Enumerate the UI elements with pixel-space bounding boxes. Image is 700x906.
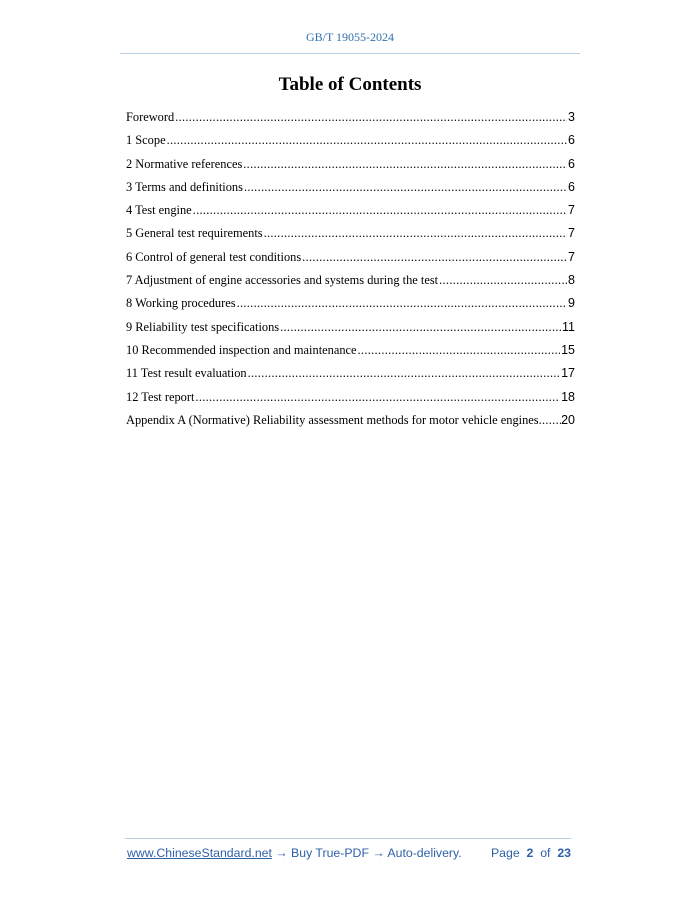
toc-entry-page: 6 <box>568 179 575 194</box>
toc-entry-working-procedures[interactable] <box>126 293 575 316</box>
toc-entry-test-engine[interactable] <box>126 200 575 223</box>
toc-entry-test-report[interactable] <box>126 387 575 410</box>
toc-entry-general-test-requirements[interactable] <box>126 223 575 246</box>
toc-entry-label: 12 Test report <box>126 389 195 404</box>
toc-dot-leader <box>358 340 561 360</box>
toc-entry-recommended-inspection[interactable] <box>126 340 575 363</box>
toc-entry-normative-references[interactable] <box>126 154 575 177</box>
toc-entry-terms-and-definitions[interactable] <box>126 177 575 200</box>
toc-entry-page: 3 <box>568 110 575 124</box>
toc-entry-page: 11 <box>562 319 575 334</box>
toc-dot-leader <box>280 317 561 337</box>
toc-entry-label: 1 Scope <box>126 133 166 148</box>
toc-entry-foreword[interactable] <box>126 107 575 130</box>
toc-entry-page: 20 <box>561 412 575 427</box>
toc-dot-leader <box>193 200 567 220</box>
toc-entry-label: Foreword <box>126 110 175 124</box>
toc-entry-label: 2 Normative references <box>126 156 243 171</box>
toc-dot-leader <box>237 293 567 313</box>
toc-entry-page: 7 <box>568 226 575 241</box>
toc-dot-leader <box>175 107 567 127</box>
footer-promo <box>127 846 462 860</box>
footer-divider <box>125 838 571 839</box>
toc-entry-page: 7 <box>568 203 575 218</box>
toc-entry-label: Appendix A (Normative) Reliability assessment methods for motor vehicle engines <box>126 412 539 427</box>
toc-entry-page: 17 <box>561 366 575 381</box>
toc-dot-leader <box>439 270 567 290</box>
toc-entry-label: 10 Recommended inspection and maintenance <box>126 342 357 357</box>
toc-entry-page: 7 <box>568 249 575 264</box>
toc-entry-label: 11 Test result evaluation <box>126 366 247 381</box>
toc-dot-leader <box>167 130 567 150</box>
document-header <box>0 30 700 45</box>
page-indicator <box>491 846 571 860</box>
toc-entry-page: 6 <box>568 133 575 148</box>
toc-entry-test-result-evaluation[interactable] <box>126 363 575 386</box>
page-word: Page <box>490 846 520 860</box>
toc-entry-label: 5 General test requirements <box>126 226 263 241</box>
toc-entry-control-of-test-conditions[interactable] <box>126 247 575 270</box>
toc-dot-leader <box>243 154 567 174</box>
toc-entry-adjustment-of-accessories[interactable] <box>126 270 575 293</box>
toc-dot-leader <box>302 247 567 267</box>
toc-entry-label: 7 Adjustment of engine accessories and systems during the test <box>126 273 439 288</box>
toc-dot-leader <box>539 410 562 430</box>
toc-entry-reliability-test-specifications[interactable] <box>126 317 575 340</box>
toc-entry-page: 6 <box>568 156 575 171</box>
toc-entry-label: 8 Working procedures <box>126 296 236 311</box>
toc-entry-label: 6 Control of general test conditions <box>126 249 302 264</box>
total-page-count: 23 <box>557 846 571 860</box>
toc-entry-label: 4 Test engine <box>126 203 192 218</box>
toc-entry-label: 3 Terms and definitions <box>126 179 243 194</box>
toc-dot-leader <box>248 363 560 383</box>
page-title: Table of Contents <box>278 74 422 95</box>
website-link[interactable]: www.ChineseStandard.net <box>127 846 272 860</box>
toc-dot-leader <box>264 223 567 243</box>
toc-entry-label: 9 Reliability test specifications <box>126 319 280 334</box>
toc-entry-page: 8 <box>568 273 575 288</box>
toc-entry-page: 15 <box>561 342 575 357</box>
toc-entry-scope[interactable] <box>126 130 575 153</box>
page-footer <box>127 846 571 864</box>
toc-entry-page: 9 <box>568 296 575 311</box>
footer-promo-text: → Buy True-PDF → Auto-delivery. <box>271 846 462 860</box>
toc-entry-page: 18 <box>561 389 575 404</box>
toc-dot-leader <box>195 387 560 407</box>
table-of-contents <box>126 107 575 433</box>
header-divider <box>120 53 580 54</box>
toc-entry-appendix-a[interactable] <box>126 410 575 433</box>
standard-id: GB/T 19055-2024 <box>305 30 395 44</box>
of-word: of <box>540 846 551 860</box>
toc-dot-leader <box>244 177 567 197</box>
current-page-number: 2 <box>526 846 534 860</box>
